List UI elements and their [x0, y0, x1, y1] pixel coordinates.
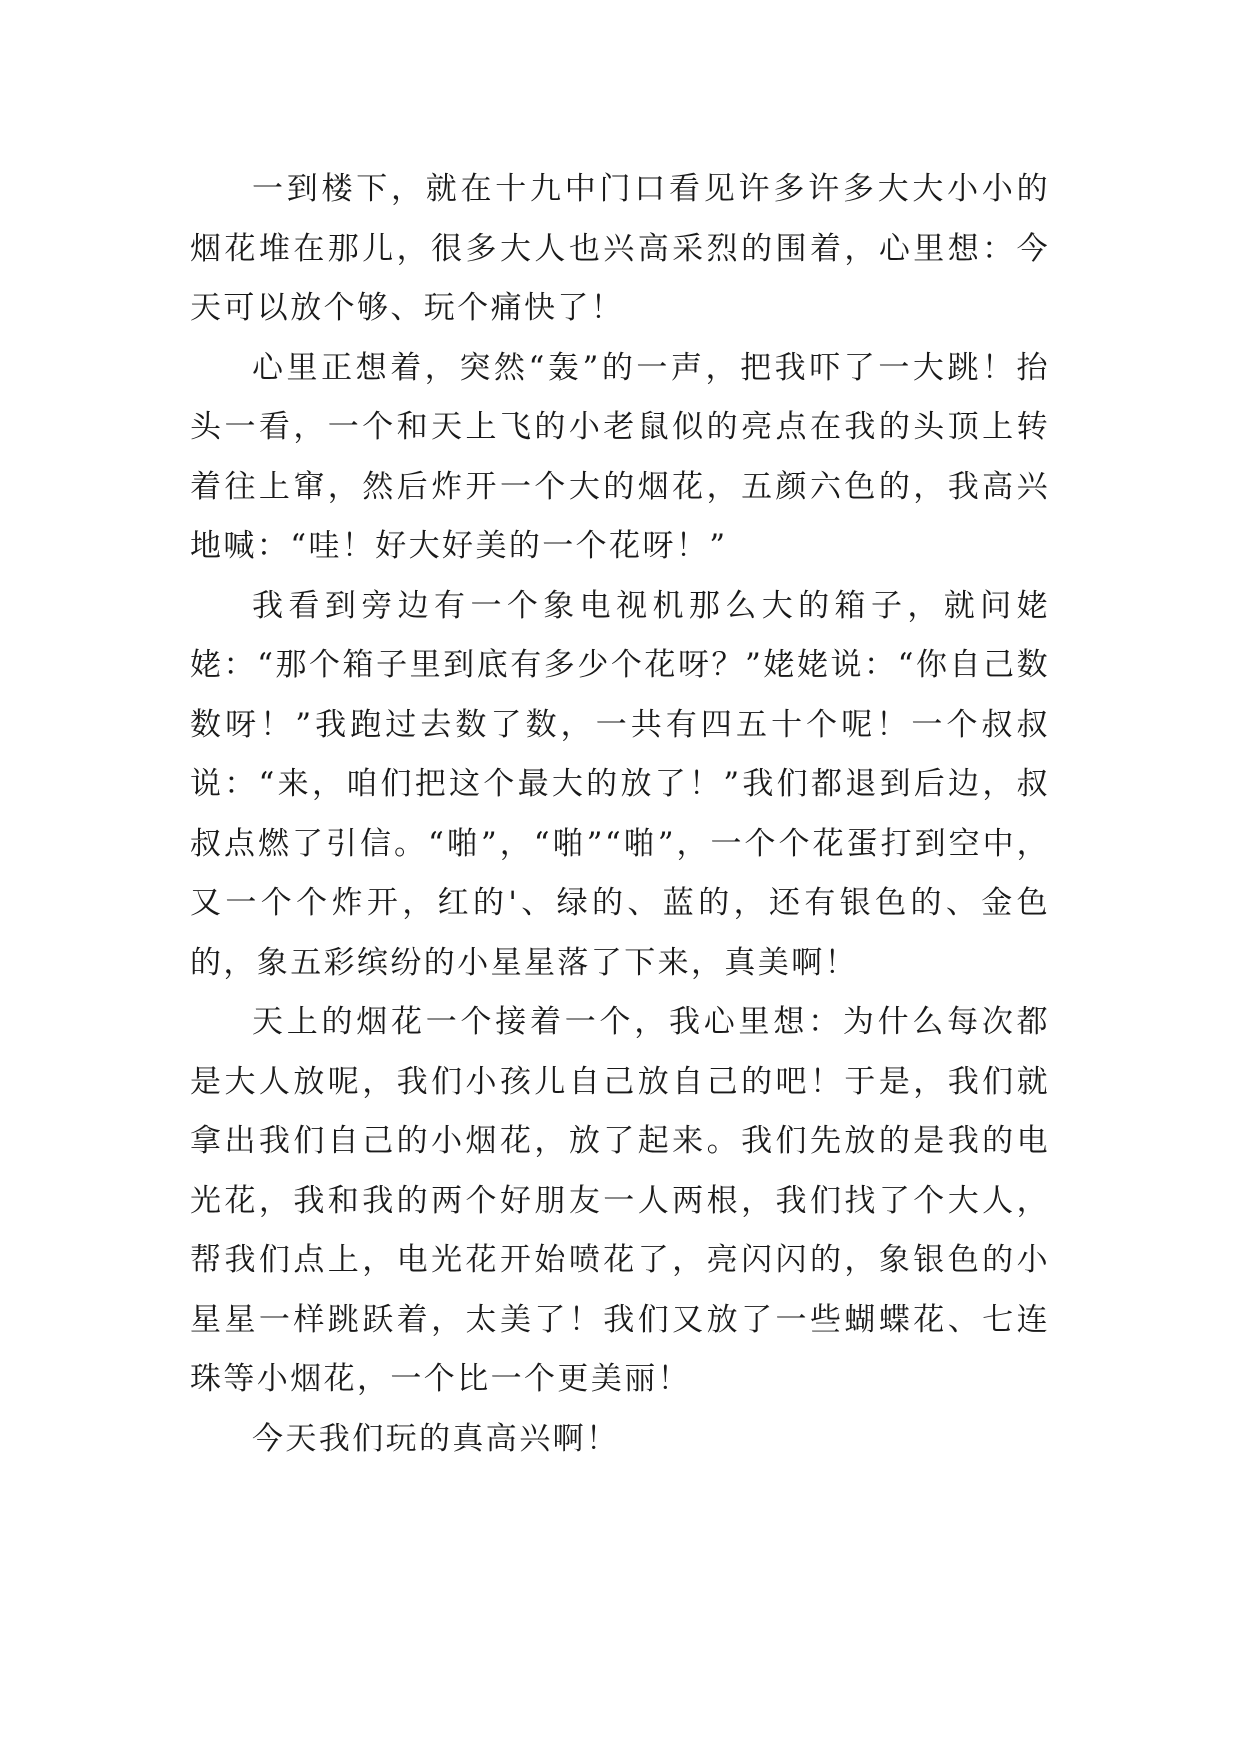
paragraph-2: 心里正想着，突然“轰”的一声，把我吓了一大跳！抬头一看，一个和天上飞的小老鼠似的亮点在我的头顶上转着往上窜，然后炸开一个大的烟花，五颜六色的，我高兴地喊：“哇！好大好美的一个花呀！”	[190, 349, 1050, 564]
document-body	[190, 160, 1050, 1469]
paragraph-1: 一到楼下，就在十九中门口看见许多许多大大小小的烟花堆在那儿，很多大人也兴高采烈的围着，心里想：今天可以放个够、玩个痛快了！	[190, 171, 1050, 326]
paragraph-4: 天上的烟花一个接着一个，我心里想：为什么每次都是大人放呢，我们小孩儿自己放自己的吧！于是，我们就拿出我们自己的小烟花，放了起来。我们先放的是我的电光花，我和我的两个好朋友一人两根，我们找了个大人，帮我们点上，电光花开始喷花了，亮闪闪的，象银色的小星星一样跳跃着，太美了！我们又放了一些蝴蝶花、七连珠等小烟花，一个比一个更美丽！	[190, 1004, 1050, 1397]
paragraph-3: 我看到旁边有一个象电视机那么大的箱子，就问姥姥：“那个箱子里到底有多少个花呀？”姥姥说：“你自己数数呀！”我跑过去数了数，一共有四五十个呢！一个叔叔说：“来，咱们把这个最大的放了！”我们都退到后边，叔叔点燃了引信。“啪”，“啪”“啪”，一个个花蛋打到空中，又一个个炸开，红的'、绿的、蓝的，还有银色的、金色的，象五彩缤纷的小星星落了下来，真美啊！	[190, 587, 1050, 981]
paragraph-5: 今天我们玩的真高兴啊！	[252, 1420, 620, 1457]
